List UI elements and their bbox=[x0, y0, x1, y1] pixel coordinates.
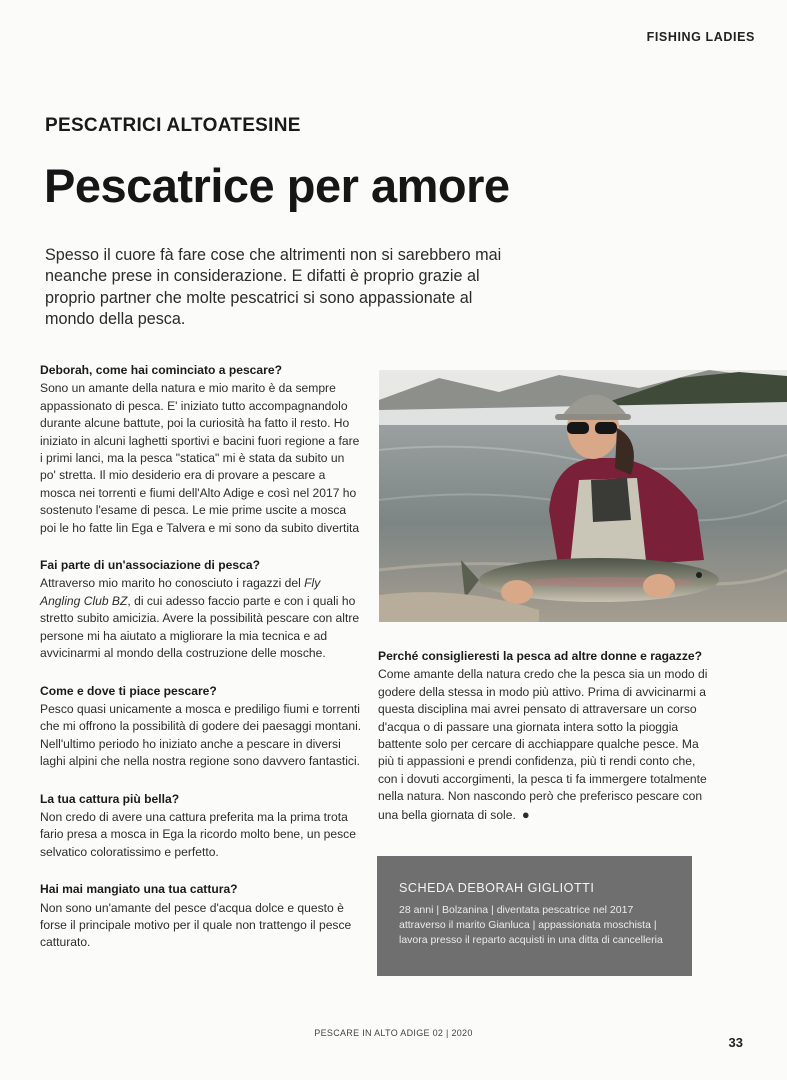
end-mark: ● bbox=[521, 806, 530, 822]
qa-block bbox=[40, 683, 362, 771]
question: Fai parte di un'associazione di pesca? bbox=[40, 558, 260, 573]
page-number: 33 bbox=[728, 1035, 743, 1050]
answer: Non credo di avere una cattura preferita ma la prima trota fario presa a mosca in Ega la ricordo molto bene, un pesce selvatico coloratissimo e perfetto. bbox=[40, 809, 356, 859]
profile-box-body: 28 anni | Bolzanina | diventata pescatrice nel 2017 attraverso il marito Gianluca | appassionata moschista | lavora presso il reparto acquisti in una ditta di cancelleria bbox=[399, 904, 663, 946]
question: Deborah, come hai cominciato a pescare? bbox=[40, 363, 282, 377]
question: Perché consiglieresti la pesca ad altre donne e ragazze? bbox=[378, 649, 702, 663]
answer-text: Come amante della natura credo che la pesca sia un modo di godere della stessa in modo più attivo. Prima di avvicinarmi a questa disciplina mai avrei pensato di attraversare un corso d'acqua o di passare una giornata intera sotto la pioggia battente solo per cercare di acchiappare qualche pesce. Ma più ti appassioni e prendi confidenza, più ti rendi conto che, con i dovuti accorgimenti, la pesca ti fa immergere totalmente nella natura. Non nascondo però che preferisco pescare con una bella giornata di sole. bbox=[378, 667, 708, 822]
question: La tua cattura più bella? bbox=[40, 791, 180, 806]
answer: Sono un amante della natura e mio marito è da sempre appassionato di pesca. E' iniziato tutto accompagnandolo durante alcune battute, poi la curiosità ha fatto il resto. Ho iniziato in alcuni laghetti sportivi e bacini fuori regione a fare i primi lanci, ma la pesca "statica" mi è stata da subito un po' stretta. Il mio desiderio era di provare a pescare a mosca nei torrenti e fiumi dell'Alto Adige e così nel 2017 ho sostenuto l'esame di pesca. Le mie prime uscite a mosca poi le ho fatte lin Ega e Talvera e mi sono da subito divertita bbox=[40, 381, 360, 535]
qa-block bbox=[40, 791, 362, 862]
right-column bbox=[378, 648, 708, 844]
question: Come e dove ti piace pescare? bbox=[40, 683, 217, 698]
profile-box-title: SCHEDA DEBORAH GIGLIOTTI bbox=[399, 881, 595, 895]
answer bbox=[40, 575, 362, 662]
answer-text: , di cui adesso faccio parte e con i quali ho stretto subito amicizia. Avere la possibilità pescare con altre persone mi ha aiutato a migliorare la mia tecnica e ad avvicinarmi al mondo della costruzione delle mosche. bbox=[40, 593, 360, 661]
article-kicker: PESCATRICI ALTOATESINE bbox=[45, 115, 301, 136]
qa-block bbox=[378, 648, 708, 824]
article-title: Pescatrice per amore bbox=[44, 159, 510, 212]
footer-publication: PESCARE IN ALTO ADIGE 02 | 2020 bbox=[314, 1028, 473, 1038]
section-tag: FISHING LADIES bbox=[646, 30, 755, 44]
answer bbox=[378, 666, 708, 824]
photo-woman-with-trout-icon bbox=[379, 370, 787, 622]
qa-block bbox=[40, 557, 362, 662]
profile-box bbox=[377, 856, 692, 976]
answer: Non sono un'amante del pesce d'acqua dolce e questo è forse il principale motivo per il quale non trattengo il pesce catturato. bbox=[40, 900, 352, 950]
answer: Pesco quasi unicamente a mosca e prediligo fiumi e torrenti che mi offrono la possibilità di godere dei paesaggi montani. Nell'ultimo periodo ho iniziato anche a pescare in diversi laghi alpini che nella nostra regione sono davvero fantastici. bbox=[40, 701, 362, 769]
left-column bbox=[40, 362, 362, 972]
qa-block bbox=[40, 881, 362, 952]
question: Hai mai mangiato una tua cattura? bbox=[40, 882, 238, 897]
answer-text: Attraverso mio marito ho conosciuto i ragazzi del bbox=[40, 576, 305, 591]
article-photo bbox=[379, 370, 787, 622]
qa-block bbox=[40, 362, 362, 537]
article-intro: Spesso il cuore fà fare cose che altrimenti non si sarebbero mai neanche prese in considerazione. E difatti è proprio grazie al proprio partner che molte pescatrici si sono appassionate al mondo della pesca. bbox=[45, 246, 502, 328]
club-name: Fly Angling Club BZ bbox=[40, 576, 321, 608]
